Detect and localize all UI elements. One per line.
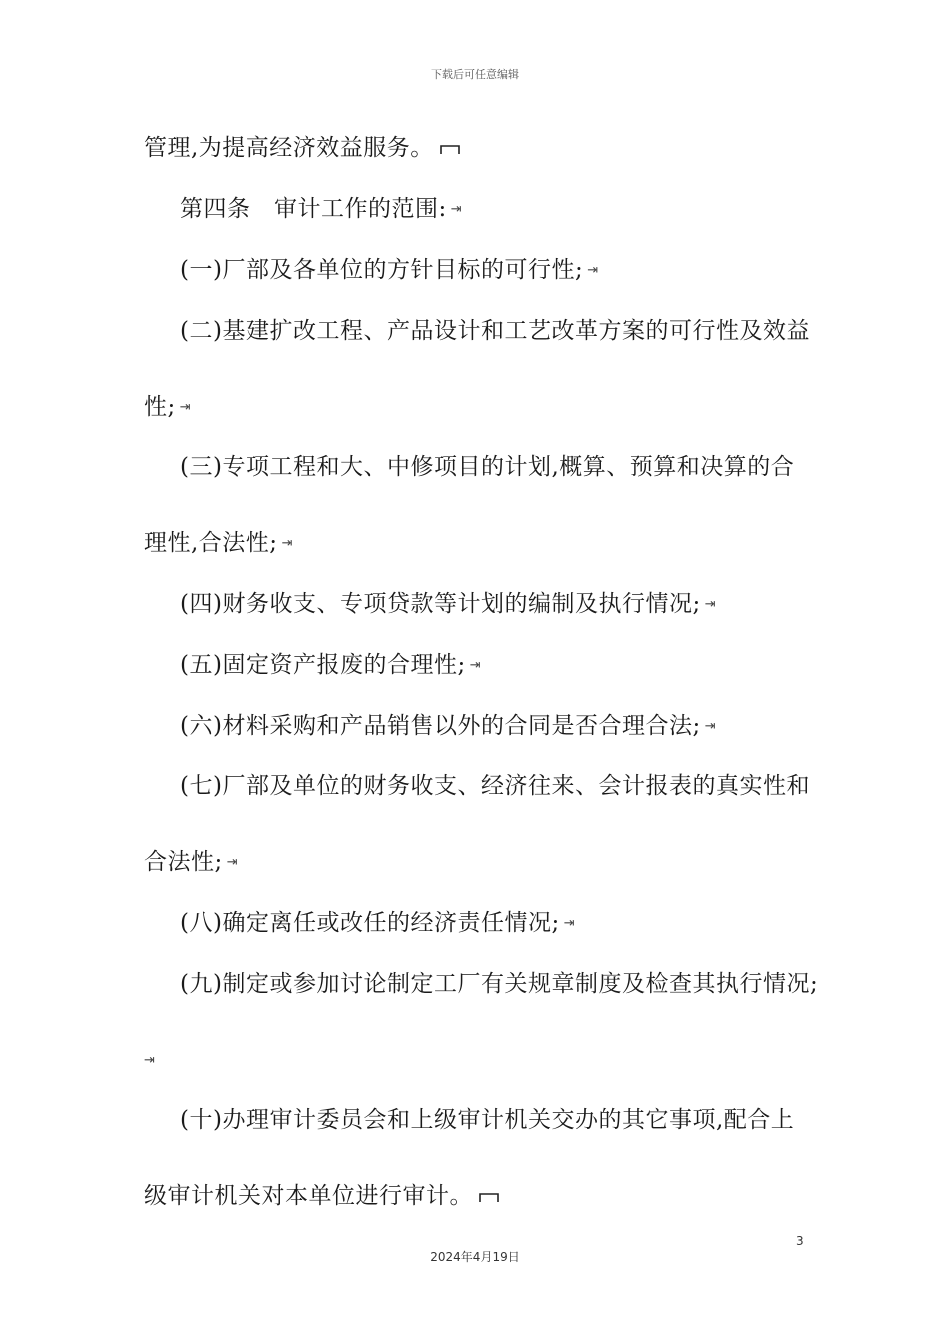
text-line: [180, 255, 599, 286]
paragraph-mark-icon: ⇥: [226, 855, 239, 870]
paragraph-mark-icon: ⇥: [144, 1053, 156, 1068]
text-line: [144, 847, 238, 878]
page-header: 下载后可任意编辑: [431, 68, 519, 81]
line-text: 合法性;: [144, 849, 223, 875]
line-text: 管理,为提高经济效益服务。: [144, 135, 434, 161]
line-text: (二)基建扩改工程、产品设计和工艺改革方案的可行性及效益: [180, 318, 810, 344]
text-line: [144, 133, 460, 163]
text-line: [180, 589, 716, 620]
line-text: 级审计机关对本单位进行审计。: [144, 1183, 473, 1209]
text-line: [180, 969, 818, 999]
text-line: [180, 452, 794, 482]
text-line: [144, 1045, 155, 1076]
line-text: (三)专项工程和大、中修项目的计划,概算、预算和决算的合: [180, 454, 795, 480]
text-line: [180, 194, 462, 225]
text-line: [180, 711, 716, 742]
paragraph-mark-icon: ⇥: [704, 597, 717, 612]
section-break-icon: [440, 143, 460, 155]
line-text: (十)办理审计委员会和上级审计机关交办的其它事项,配合上: [180, 1107, 795, 1133]
paragraph-mark-icon: ⇥: [704, 719, 717, 734]
line-text: (四)财务收支、专项贷款等计划的编制及执行情况;: [180, 591, 701, 617]
line-text: (一)厂部及各单位的方针目标的可行性;: [180, 257, 584, 283]
section-break-icon: [479, 1191, 499, 1203]
text-line: [144, 528, 293, 559]
text-line: [180, 650, 481, 681]
footer-date: 2024年4月19日: [430, 1250, 520, 1264]
line-text: (九)制定或参加讨论制定工厂有关规章制度及检查其执行情况;: [180, 971, 819, 997]
text-line: [144, 1181, 499, 1211]
line-text: (六)材料采购和产品销售以外的合同是否合理合法;: [180, 713, 701, 739]
line-text: 性;: [144, 394, 176, 420]
line-text: (八)确定离任或改任的经济责任情况;: [180, 910, 560, 936]
page-number: 3: [796, 1234, 804, 1248]
paragraph-mark-icon: ⇥: [563, 916, 576, 931]
line-text: 第四条 审计工作的范围:: [180, 196, 447, 222]
paragraph-mark-icon: ⇥: [281, 536, 293, 551]
text-line: [180, 1105, 794, 1135]
paragraph-mark-icon: ⇥: [469, 658, 482, 673]
text-line: [180, 908, 575, 939]
paragraph-mark-icon: ⇥: [587, 263, 599, 278]
text-line: [180, 316, 810, 346]
text-line: [180, 771, 810, 801]
line-text: 理性,合法性;: [144, 530, 278, 556]
line-text: (五)固定资产报废的合理性;: [180, 652, 466, 678]
paragraph-mark-icon: ⇥: [179, 400, 192, 415]
text-line: [144, 392, 191, 423]
paragraph-mark-icon: ⇥: [450, 202, 463, 217]
line-text: (七)厂部及单位的财务收支、经济往来、会计报表的真实性和: [180, 773, 810, 799]
